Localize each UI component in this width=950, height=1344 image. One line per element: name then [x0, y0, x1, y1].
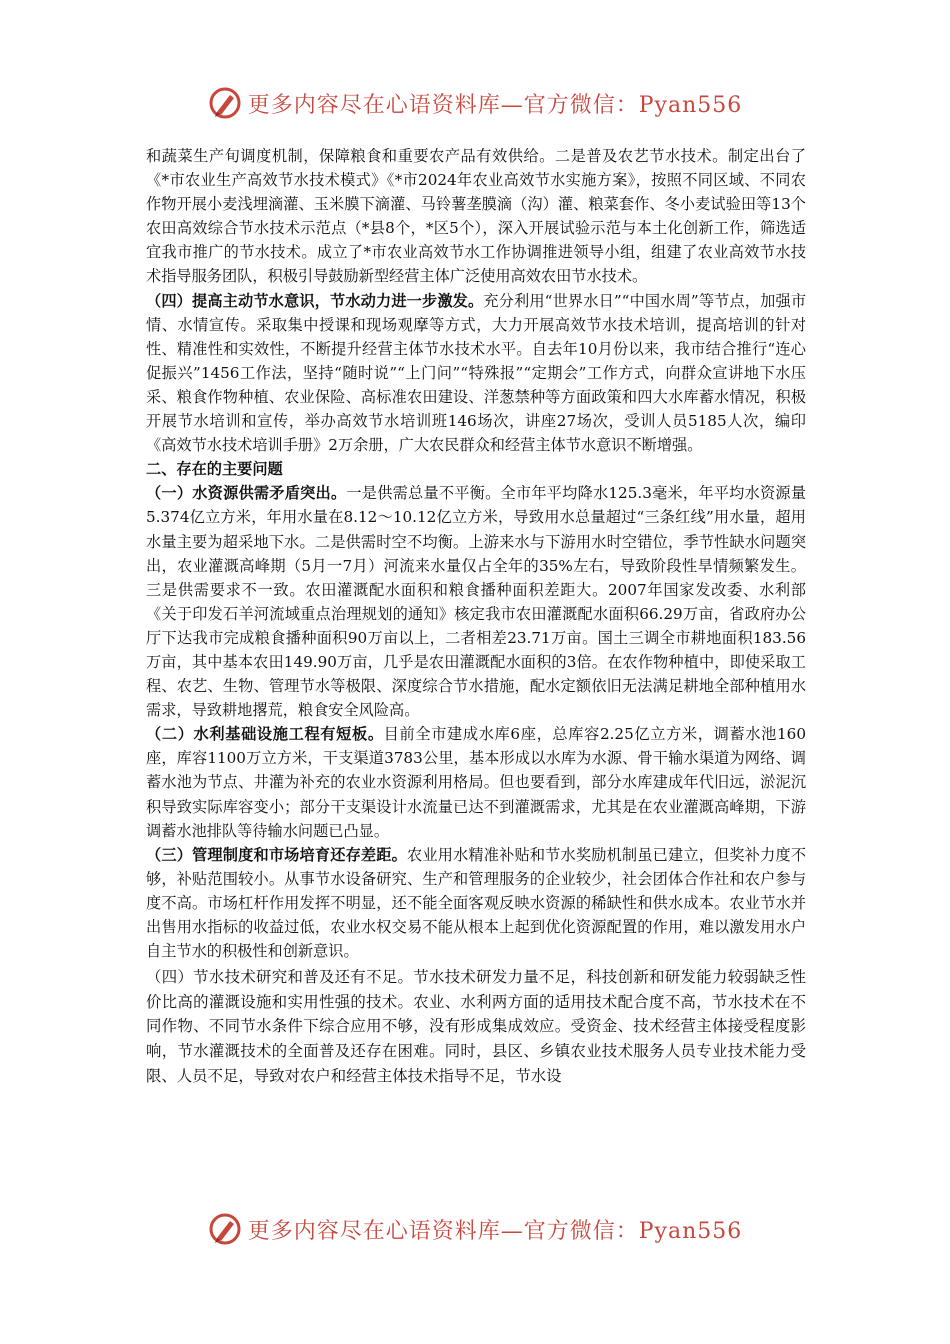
paragraph: 和蔬菜生产旬调度机制，保障粮食和重要农产品有效供给。二是普及农艺节水技术。制定出台了《*市农业生产高效节水技术模式》《*市2024年农业高效节水实施方案》，按照不同区域、不同农作物开展小麦浅埋滴灌、玉米膜下滴灌、马铃薯垄膜滴（沟）灌、粮菜套作、冬小麦试验田等13个农田高效综合节水技术示范点（*县8个，*区5个），深入开展试验示范与本土化创新工作，筛选适宜我市推广的节水技术。成立了*市农业高效节水工作协调推进领导小组，组建了农业高效节水技术指导服务团队，积极引导鼓励新型经营主体广泛使用高效农田节水技术。 — [146, 147, 806, 286]
paragraph — [146, 481, 806, 722]
pen-logo-icon — [208, 1212, 242, 1246]
footer-banner — [0, 1204, 950, 1254]
pen-logo-icon — [208, 86, 242, 120]
paragraph-text: 一是供需总量不平衡。全市年平均降水125.3毫米，年平均水资源量5.374亿立方米，年用水量在8.12～10.12亿立方米，导致用水总量超过“三条红线”用水量，超用水量主要为超采地下水。二是供需时空不均衡。上游来水与下游用水时空错位，季节性缺水问题突出，农业灌溉高峰期（5月一7月）河流来水量仅占全年的35%左右，导致阶段性旱情频繁发生。三是供需要求不一致。农田灌溉配水面积和粮食播种面积差距大。2007年国家发改委、水利部《关于印发石羊河流域重点治理规划的通知》核定我市农田灌溉配水面积66.29万亩，省政府办公厅下达我市完成粮食播种面积90万亩以上，二者相差23.71万亩。国土三调全市耕地面积183.56万亩，其中基本农田149.90万亩，几乎是农田灌溉配水面积的3倍。在农作物种植中，即使采取工程、农艺、生物、管理节水等极限、深度综合节水措施，配水定额依旧无法满足耕地全部种植用水需求，导致耕地撂荒，粮食安全风险高。 — [146, 484, 807, 720]
paragraph — [146, 289, 806, 458]
section-heading: 二、存在的主要问题 — [146, 460, 283, 479]
paragraph — [146, 722, 806, 842]
paragraph-text: 农业用水精准补贴和节水奖励机制虽已建立，但奖补力度不够，补贴范围较小。从事节水设备研究、生产和管理服务的企业较少，社会团体合作社和农户参与度不高。市场杠杆作用发挥不明显，还不能全面客观反映水资源的稀缺性和供水成本。农业节水并出售用水指标的收益过低，农业水权交易不能从根本上起到优化资源配置的作用，难以激发用水户自主节水的积极性和创新意识。 — [146, 845, 807, 961]
paragraph — [146, 843, 806, 963]
banner-text: 更多内容尽在心语资料库—官方微信：Pyan556 — [247, 1218, 743, 1244]
paragraph-title: （一）水资源供需矛盾突出。 — [146, 484, 347, 503]
paragraph-text: 目前全市建成水库6座，总库容2.25亿立方米，调蓄水池160座，库容1100万立方米，干支渠道3783公里，基本形成以水库为水源、骨干输水渠道为网络、调蓄水池为节点、井灌为补充的农业水资源利用格局。但也要看到，部分水库建成年代旧远，淤泥沉积导致实际库容变小；部分干支渠设计水流量已达不到灌溉需求，尤其是在农业灌溉高峰期，下游调蓄水池排队等待输水问题已凸显。 — [146, 725, 806, 840]
paragraph-text: 充分利用“世界水日”“中国水周”等节点，加强市情、水情宣传。采取集中授课和现场观摩等方式，大力开展高效节水技术培训，提高培训的针对性、精准性和实效性，不断提升经营主体节水技术水平。自去年10月份以来，我市结合推行“连心促振兴”1456工作法，坚持“随时说”“上门问”“特殊报”“定期会”工作方式，向群众宣讲地下水压采、粮食作物种植、农业保险、高标准农田建设、洋葱禁种等方面政策和四大水库蓄水情况，积极开展节水培训和宣传，举办高效节水培训班146场次，讲座27场次，受训人员5185人次，编印《高效节水技术培训手册》2万余册，广大农民群众和经营主体节水意识不断增强。 — [146, 291, 807, 455]
paragraph-title: （四）提高主动节水意识，节水动力进一步激发。 — [146, 291, 484, 310]
paragraph: （四）节水技术研究和普及还有不足。节水技术研发力量不足，科技创新和研发能力较弱缺乏性价比高的灌溉设施和实用性强的技术。农业、水利两方面的适用技术配合度不高，节水技术在不同作物、不同节水条件下综合应用不够，没有形成集成效应。受资金、技术经营主体接受程度影响，节水灌溉技术的全面普及还存在困难。同时，县区、乡镇农业技术服务人员专业技术能力受限、人员不足，导致对农户和经营主体技术指导不足，节水设 — [146, 968, 806, 1085]
header-banner — [0, 78, 950, 128]
paragraph-title: （二）水利基础设施工程有短板。 — [146, 725, 384, 744]
banner-text: 更多内容尽在心语资料库—官方微信：Pyan556 — [247, 92, 743, 118]
document-body — [146, 144, 806, 1088]
paragraph-title: （三）管理制度和市场培育还存差距。 — [146, 845, 407, 864]
